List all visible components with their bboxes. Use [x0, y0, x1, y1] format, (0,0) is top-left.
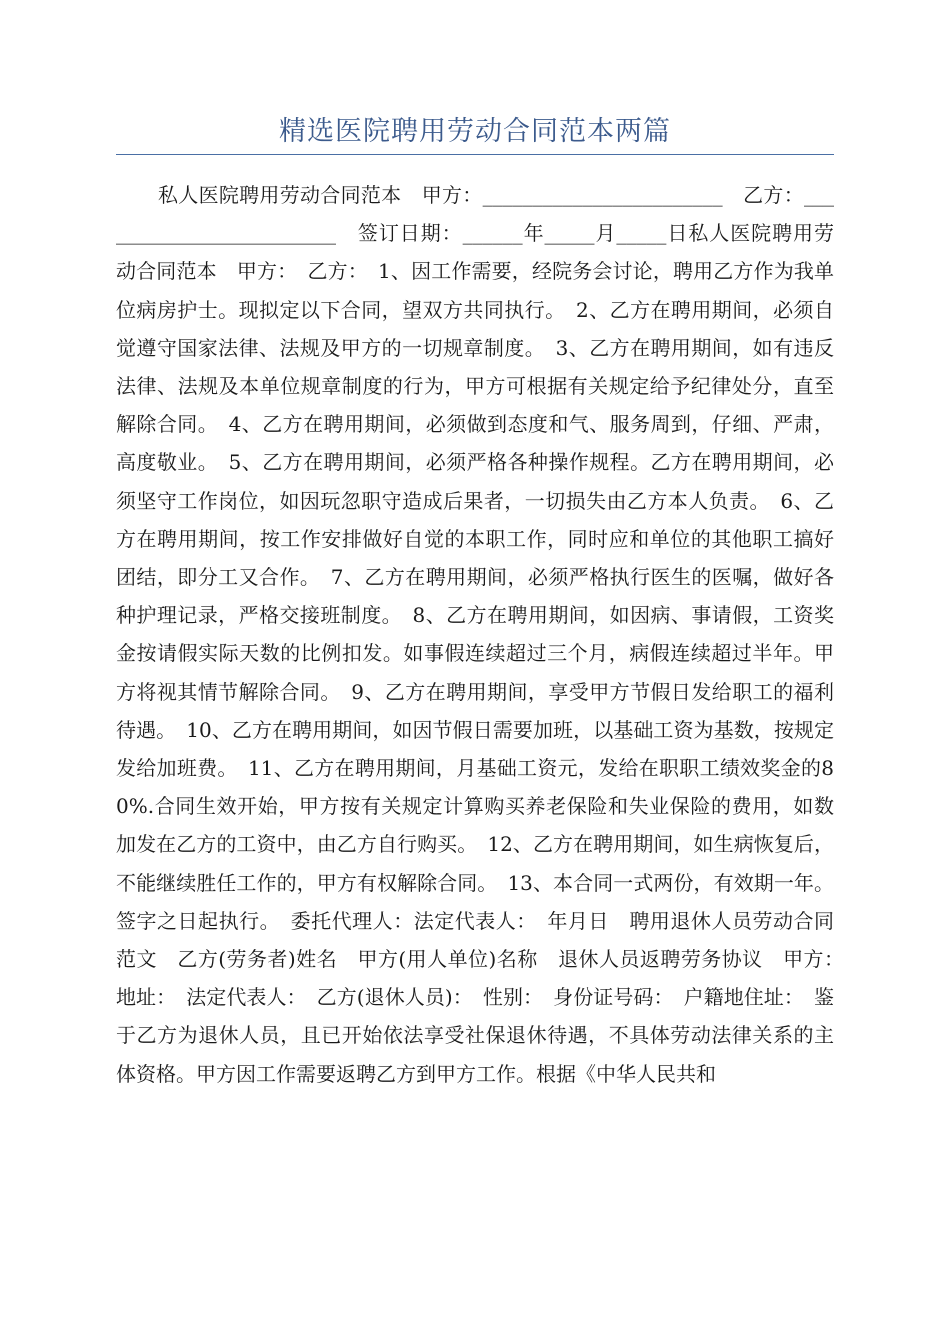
document-title: 精选医院聘用劳动合同范本两篇 — [279, 116, 671, 147]
title-underline — [116, 154, 834, 155]
document-body: 私人医院聘用劳动合同范本 甲方：________________________ 乙方：_________________________ 签订日期：______年_____月_____日私人医院聘用劳动合同范本 甲方： 乙方： 1、因工作需要，经院务会讨论，聘用乙方作为我单位病房护士。现拟定以下合同，望双方共同执行。 2、乙方在聘用期间，必须自觉遵守国家法律、法规及甲方的一切规章制度。 3、乙方在聘用期间，如有违反法律、法规及本单位规章制度的行为，甲方可根据有关规定给予纪律处分，直至解除合同。 4、乙方在聘用期间，必须做到态度和气、服务周到，仔细、严肃，高度敬业。 5、乙方在聘用期间，必须严格各种操作规程。乙方在聘用期间，必须坚守工作岗位，如因玩忽职守造成后果者，一切损失由乙方本人负责。 6、乙方在聘用期间，按工作安排做好自觉的本职工作，同时应和单位的其他职工搞好团结，即分工又合作。 7、乙方在聘用期间，必须严格执行医生的医嘱，做好各种护理记录，严格交接班制度。 8、乙方在聘用期间，如因病、事请假，工资奖金按请假实际天数的比例扣发。如事假连续超过三个月，病假连续超过半年。甲方将视其情节解除合同。 9、乙方在聘用期间，享受甲方节假日发给职工的福利待遇。 10、乙方在聘用期间，如因节假日需要加班，以基础工资为基数，按规定发给加班费。 11、乙方在聘用期间，月基础工资元，发给在职职工绩效奖金的80%.合同生效开始，甲方按有关规定计算购买养老保险和失业保险的费用，如数加发在乙方的工资中，由乙方自行购买。 12、乙方在聘用期间，如生病恢复后，不能继续胜任工作的，甲方有权解除合同。 13、本合同一式两份，有效期一年。签字之日起执行。 委托代理人：法定代表人： 年月日 聘用退休人员劳动合同范文 乙方(劳务者)姓名 甲方(用人单位)名称 退休人员返聘劳务协议 甲方： 地址： 法定代表人： 乙方(退休人员)： 性别： 身份证号码： 户籍地住址： 鉴于乙方为退休人员，且已开始依法享受社保退休待遇，不具体劳动法律关系的主体资格。甲方因工作需要返聘乙方到甲方工作。根据《中华人民共和 — [116, 183, 854, 1086]
